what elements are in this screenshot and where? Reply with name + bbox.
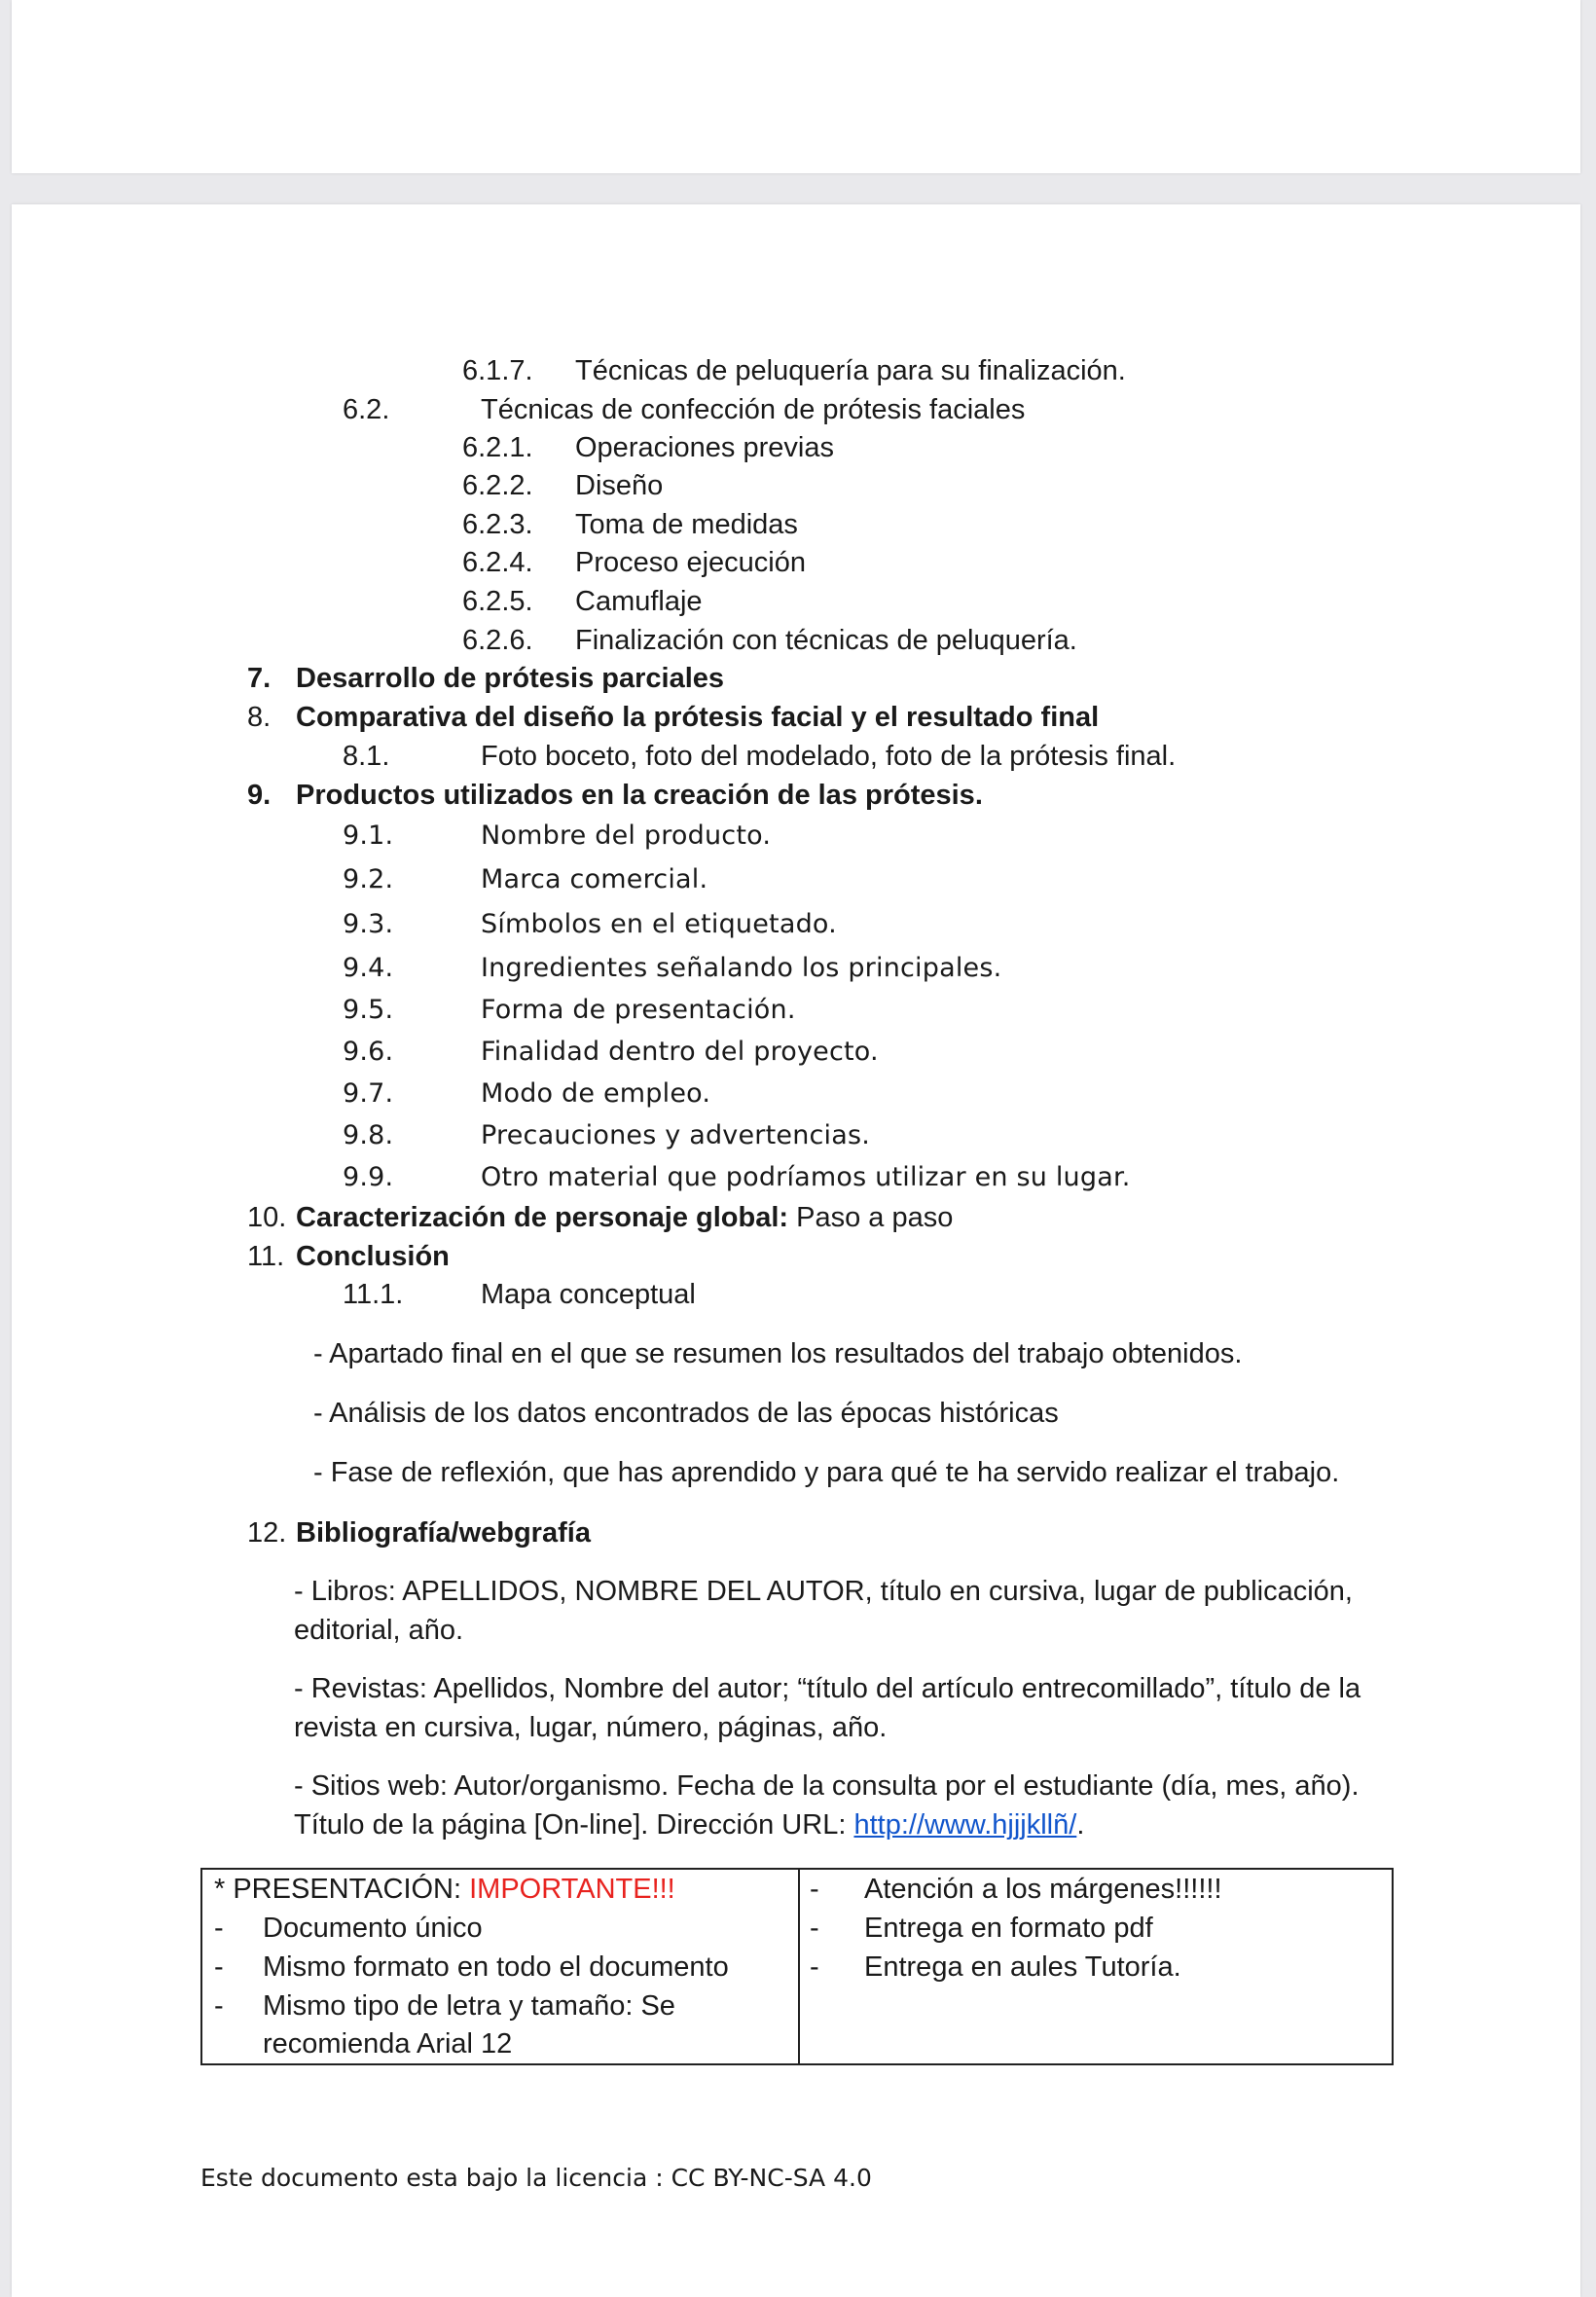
outline-number: 9.7.: [343, 1078, 394, 1109]
outline-text: Productos utilizados en la creación de las prótesis.: [296, 780, 983, 811]
list-dash: -: [214, 1990, 224, 2022]
outline-number: 6.1.7.: [462, 355, 533, 386]
outline-number: 9.1.: [343, 820, 394, 851]
websites-text: - Sitios web: Autor/organismo. Fecha de la consulta por el estudiante (día, mes, año). Título de la página [On-line]. Dirección URL:: [294, 1770, 1360, 1841]
outline-text: Ingredientes señalando los principales.: [481, 953, 1002, 983]
conclusion-point: - Fase de reflexión, que has aprendido y para qué te ha servido realizar el trabajo.: [313, 1457, 1340, 1488]
outline-number: 9.3.: [343, 909, 394, 939]
outline-number: 6.2.1.: [462, 432, 533, 463]
list-item-text: Atención a los márgenes!!!!!!: [864, 1874, 1222, 1905]
bibliography-books: - Libros: APELLIDOS, NOMBRE DEL AUTOR, título en cursiva, lugar de publicación, editorial, año.: [294, 1576, 1353, 1646]
list-dash: -: [810, 1951, 819, 1983]
list-dash: -: [214, 1951, 224, 1983]
outline-text: Forma de presentación.: [481, 995, 796, 1025]
outline-number: 6.2.2.: [462, 470, 533, 501]
outline-number: 6.2.: [343, 394, 390, 425]
presentation-header: [214, 1870, 675, 1909]
outline-number: 6.2.5.: [462, 586, 533, 617]
outline-text: Nombre del producto.: [481, 820, 772, 851]
outline-text: Desarrollo de prótesis parciales: [296, 663, 725, 694]
presentation-table: [200, 1868, 1394, 2065]
list-dash: -: [214, 1913, 224, 1944]
outline-number: 12.: [247, 1517, 287, 1549]
outline-text: Operaciones previas: [575, 432, 834, 463]
conclusion-point: - Análisis de los datos encontrados de las épocas históricas: [313, 1398, 1059, 1429]
outline-number: 8.1.: [343, 741, 390, 772]
outline-text: Otro material que podríamos utilizar en su lugar.: [481, 1162, 1131, 1192]
outline-number: 10.: [247, 1202, 287, 1233]
outline-number: 7.: [247, 663, 272, 694]
website-link[interactable]: http://www.hjjjkllñ/: [853, 1809, 1077, 1841]
outline-number: 9.9.: [343, 1162, 394, 1192]
outline-text: Diseño: [575, 470, 664, 501]
list-dash: -: [810, 1913, 819, 1944]
outline-number: 11.: [247, 1241, 285, 1272]
outline-number: 9.4.: [343, 953, 394, 983]
list-dash: -: [810, 1874, 819, 1905]
list-item-text: Documento único: [263, 1913, 483, 1944]
outline-number: 6.2.4.: [462, 547, 533, 578]
outline-number: 9.: [247, 780, 272, 811]
outline-text: Comparativa del diseño la prótesis facial y el resultado final: [296, 702, 1100, 733]
license-footer: Este documento esta bajo la licencia : CC BY-NC-SA 4.0: [200, 2164, 872, 2192]
outline-text: Finalidad dentro del proyecto.: [481, 1037, 879, 1067]
outline-text: Camuflaje: [575, 586, 703, 617]
outline-number: 9.5.: [343, 995, 394, 1025]
outline-number: 6.2.3.: [462, 509, 533, 540]
outline-text: Conclusión: [296, 1241, 450, 1272]
conclusion-point: - Apartado final en el que se resumen los resultados del trabajo obtenidos.: [313, 1338, 1243, 1369]
list-item-text: recomienda Arial 12: [263, 2028, 513, 2060]
outline-text: Proceso ejecución: [575, 547, 806, 578]
bibliography-magazines: - Revistas: Apellidos, Nombre del autor; “título del artículo entrecomillado”, título de la revista en cursiva, lugar, número, páginas, año.: [294, 1673, 1361, 1743]
list-item-text: Mismo formato en todo el documento: [263, 1951, 729, 1983]
outline-number: 9.2.: [343, 864, 394, 894]
outline-number: 9.8.: [343, 1120, 394, 1150]
table-divider: [798, 1870, 800, 2063]
outline-text: Toma de medidas: [575, 509, 798, 540]
outline-text: Técnicas de confección de prótesis faciales: [481, 394, 1026, 425]
outline-number: 6.2.6.: [462, 625, 533, 656]
list-item-text: Mismo tipo de letra y tamaño: Se: [263, 1990, 675, 2022]
list-item-text: Entrega en aules Tutoría.: [864, 1951, 1181, 1983]
outline-text: Marca comercial.: [481, 864, 708, 894]
websites-suffix: .: [1076, 1809, 1085, 1841]
list-item-text: Entrega en formato pdf: [864, 1913, 1153, 1944]
bibliography-websites: [294, 1767, 1411, 1844]
outline-number: 11.1.: [343, 1279, 404, 1310]
outline-number: 8.: [247, 702, 272, 733]
important-label: IMPORTANTE!!!: [469, 1874, 675, 1905]
presentation-label: * PRESENTACIÓN:: [214, 1874, 470, 1905]
outline-number: 9.6.: [343, 1037, 394, 1067]
outline-text: Foto boceto, foto del modelado, foto de la prótesis final.: [481, 741, 1177, 772]
outline-text: Símbolos en el etiquetado.: [481, 909, 837, 939]
outline-text: Mapa conceptual: [481, 1279, 696, 1310]
outline-text: Modo de empleo.: [481, 1078, 711, 1109]
outline-extra: Paso a paso: [788, 1202, 954, 1233]
outline-text: Precauciones y advertencias.: [481, 1120, 871, 1150]
outline-text: Técnicas de peluquería para su finalización.: [575, 355, 1126, 386]
outline-text: Finalización con técnicas de peluquería.: [575, 625, 1077, 656]
outline-text: Caracterización de personaje global:: [296, 1202, 789, 1233]
bibliography-title: Bibliografía/webgrafía: [296, 1517, 591, 1549]
